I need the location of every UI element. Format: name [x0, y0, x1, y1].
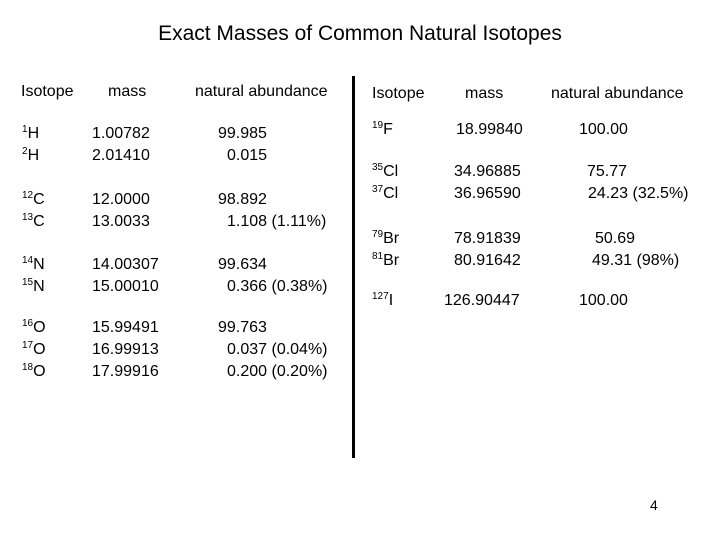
- mass-value: 34.96885: [454, 163, 521, 180]
- right-isotope-header: Isotope: [372, 85, 425, 102]
- isotope-group-i-abundances: [579, 290, 628, 312]
- isotope-group-f-masses: [456, 119, 523, 141]
- element-symbol: N: [33, 256, 45, 273]
- isotope-group-f-abundances: [579, 119, 628, 141]
- mass-number: 18: [22, 362, 34, 373]
- isotope-group-o-symbols: [22, 317, 46, 383]
- isotope-group-br-masses: [454, 228, 521, 272]
- abundance-value: 0.366 (0.38%): [227, 278, 328, 295]
- abundance-value: 100.00: [579, 121, 628, 138]
- mass-value: 126.90447: [444, 292, 520, 309]
- isotope-group-h-masses: [92, 123, 150, 167]
- mass-number: 2: [22, 146, 28, 157]
- isotope-group-c-masses: [92, 189, 150, 233]
- abundance-value: 99.985: [218, 125, 267, 142]
- abundance-value: 49.31 (98%): [592, 252, 680, 269]
- mass-number: 79: [372, 229, 384, 240]
- isotope-symbol: [372, 290, 393, 312]
- left-abundance-header: natural abundance: [195, 83, 328, 100]
- isotope-symbol: [372, 250, 399, 272]
- mass-number: 1: [22, 124, 28, 135]
- mass-value: 13.0033: [92, 213, 150, 230]
- isotope-group-c-symbols: [22, 189, 45, 233]
- isotope-group-h-abundances: [218, 123, 267, 167]
- abundance-value: 0.200 (0.20%): [227, 363, 328, 380]
- isotope-symbol: [22, 145, 39, 167]
- mass-value: 17.99916: [92, 363, 159, 380]
- isotope-symbol: [372, 119, 393, 141]
- element-symbol: Br: [383, 230, 400, 247]
- mass-number: 12: [22, 190, 34, 201]
- element-symbol: H: [27, 125, 40, 142]
- abundance-value: 99.763: [218, 319, 267, 336]
- isotope-symbol: [22, 123, 39, 145]
- isotope-symbol: [22, 254, 45, 276]
- element-symbol: Br: [383, 252, 400, 269]
- element-symbol: Cl: [383, 163, 399, 180]
- isotope-group-br-abundances: [592, 228, 679, 272]
- mass-number: 13: [22, 212, 34, 223]
- isotope-group-c-abundances: [218, 189, 326, 233]
- element-symbol: N: [33, 278, 45, 295]
- mass-value: 78.91839: [454, 230, 521, 247]
- isotope-symbol: [22, 361, 46, 383]
- mass-number: 81: [372, 251, 384, 262]
- mass-value: 1.00782: [92, 125, 150, 142]
- isotope-group-cl-abundances: [587, 161, 689, 205]
- mass-number: 15: [22, 277, 34, 288]
- mass-number: 37: [372, 184, 384, 195]
- mass-value: 12.0000: [92, 191, 150, 208]
- isotope-symbol: [22, 211, 45, 233]
- mass-value: 15.00010: [92, 278, 159, 295]
- isotope-group-n-symbols: [22, 254, 45, 298]
- left-mass-header: mass: [108, 83, 147, 100]
- element-symbol: I: [388, 292, 394, 309]
- mass-number: 14: [22, 255, 34, 266]
- element-symbol: O: [33, 341, 46, 358]
- element-symbol: C: [33, 191, 45, 208]
- mass-value: 16.99913: [92, 341, 159, 358]
- isotope-symbol: [22, 276, 45, 298]
- mass-number: 16: [22, 318, 34, 329]
- element-symbol: Cl: [383, 185, 399, 202]
- isotope-group-n-abundances: [218, 254, 328, 298]
- mass-number: 35: [372, 162, 384, 173]
- isotope-symbol: [372, 228, 399, 250]
- mass-value: 18.99840: [456, 121, 523, 138]
- abundance-value: 0.037 (0.04%): [227, 341, 328, 358]
- isotope-group-h-symbols: [22, 123, 39, 167]
- abundance-value: 1.108 (1.11%): [227, 213, 327, 230]
- page-number: 4: [650, 497, 658, 513]
- abundance-value: 100.00: [579, 292, 628, 309]
- abundance-value: 0.015: [227, 147, 268, 164]
- mass-value: 2.01410: [92, 147, 150, 164]
- right-abundance-header: natural abundance: [551, 85, 684, 102]
- abundance-value: 98.892: [218, 191, 267, 208]
- isotope-group-i-symbols: [372, 290, 393, 312]
- abundance-value: 75.77: [587, 163, 628, 180]
- isotope-symbol: [22, 189, 45, 211]
- element-symbol: O: [33, 319, 46, 336]
- isotope-group-n-masses: [92, 254, 159, 298]
- page-title: Exact Masses of Common Natural Isotopes: [158, 22, 562, 45]
- abundance-value: 50.69: [595, 230, 636, 247]
- isotope-group-br-symbols: [372, 228, 399, 272]
- mass-value: 14.00307: [92, 256, 159, 273]
- isotope-group-f-symbols: [372, 119, 393, 141]
- mass-value: 15.99491: [92, 319, 159, 336]
- isotope-symbol: [372, 183, 398, 205]
- column-divider: [352, 76, 355, 458]
- isotope-group-o-abundances: [218, 317, 328, 383]
- mass-number: 17: [22, 340, 34, 351]
- left-isotope-header: Isotope: [21, 83, 74, 100]
- element-symbol: O: [33, 363, 46, 380]
- isotope-group-o-masses: [92, 317, 159, 383]
- right-mass-header: mass: [465, 85, 504, 102]
- mass-number: 19: [372, 120, 384, 131]
- mass-value: 36.96590: [454, 185, 521, 202]
- abundance-value: 24.23 (32.5%): [588, 185, 689, 202]
- isotope-group-cl-masses: [454, 161, 521, 205]
- isotope-group-i-masses: [444, 290, 520, 312]
- isotope-symbol: [372, 161, 398, 183]
- isotope-group-cl-symbols: [372, 161, 398, 205]
- element-symbol: H: [27, 147, 40, 164]
- mass-number: 127: [372, 291, 389, 302]
- element-symbol: F: [383, 121, 393, 138]
- isotope-symbol: [22, 317, 46, 339]
- isotope-symbol: [22, 339, 46, 361]
- mass-value: 80.91642: [454, 252, 521, 269]
- element-symbol: C: [33, 213, 45, 230]
- abundance-value: 99.634: [218, 256, 267, 273]
